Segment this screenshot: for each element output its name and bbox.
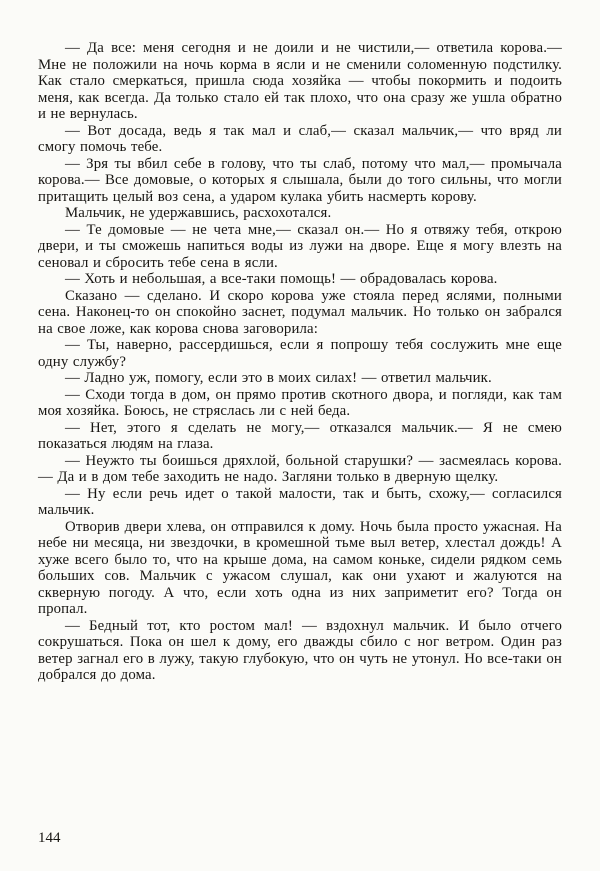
paragraph: — Зря ты вбил себе в голову, что ты слаб, потому что мал,— промычала корова.— Все домовые, о которых я слышала, были до того сильны, что могли притащить целый воз сена, а ударом кулака убить насмерть корову.: [38, 155, 562, 205]
page-text: [38, 40, 562, 684]
paragraph: — Ну если речь идет о такой малости, так и быть, схожу,— согласился мальчик.: [38, 485, 562, 518]
paragraph: Мальчик, не удержавшись, расхохотался.: [65, 205, 332, 221]
paragraph: Отворив двери хлева, он отправился к дому. Ночь была просто ужасная. На небе ни месяца, ни звездочки, в кромешной тьме выл ветер, хлестал дождь! А хуже всего было то, что на крыше дома, на самом коньке, сидели рядком семь больших сов. Мальчик с ужасом слушал, как они ухают и жалуются на скверную погоду. А что, если хоть одна из них заприметит его? Тогда он пропал.: [38, 518, 562, 617]
page-number: 144: [38, 830, 61, 846]
paragraph: — Ладно уж, помогу, если это в моих силах! — ответил мальчик.: [65, 370, 492, 386]
paragraph: — Сходи тогда в дом, он прямо против скотного двора, и погляди, как там моя хозяйка. Боюсь, не стряслась ли с ней беда.: [38, 386, 562, 419]
paragraph: — Нет, этого я сделать не могу,— отказался мальчик.— Я не смею показаться людям на глаза.: [38, 419, 562, 452]
paragraph: — Вот досада, ведь я так мал и слаб,— сказал мальчик,— что вряд ли смогу помочь тебе.: [38, 122, 562, 155]
paragraph: — Хоть и небольшая, а все-таки помощь! — обрадовалась корова.: [65, 271, 498, 287]
paragraph: — Неужто ты боишься дряхлой, больной старушки? — засмеялась корова.— Да и в дом тебе заходить не надо. Загляни только в дверную щелку.: [38, 452, 562, 485]
paragraph: — Те домовые — не чета мне,— сказал он.— Но я отвяжу тебя, открою двери, и ты сможешь напиться воды из лужи на дворе. Еще я могу влезть на сеновал и сбросить тебе сена в ясли.: [38, 221, 562, 271]
paragraph: — Бедный тот, кто ростом мал! — вздохнул мальчик. И было отчего сокрушаться. Пока он шел к дому, его дважды сбило с ног ветром. Один раз ветер загнал его в лужу, такую глубокую, что он чуть не утонул. Но все-таки он добрался до дома.: [38, 617, 562, 683]
paragraph: — Ты, наверно, рассердишься, если я попрошу тебя сослужить мне еще одну службу?: [38, 337, 562, 370]
paragraph: Сказано — сделано. И скоро корова уже стояла перед яслями, полными сена. Наконец-то он спокойно заснет, подумал мальчик. Но только он забрался на свое ложе, как корова снова заговорила:: [38, 287, 562, 337]
paragraph: — Да все: меня сегодня и не доили и не чистили,— ответила корова.— Мне не положили на ночь корма в ясли и не сменили соломенную подстилку. Как стало смеркаться, пришла сюда хозяйка — чтобы покормить и подоить меня, как всегда. Да только стало ей так плохо, что она сразу же ушла обратно и не вернулась.: [38, 40, 562, 122]
